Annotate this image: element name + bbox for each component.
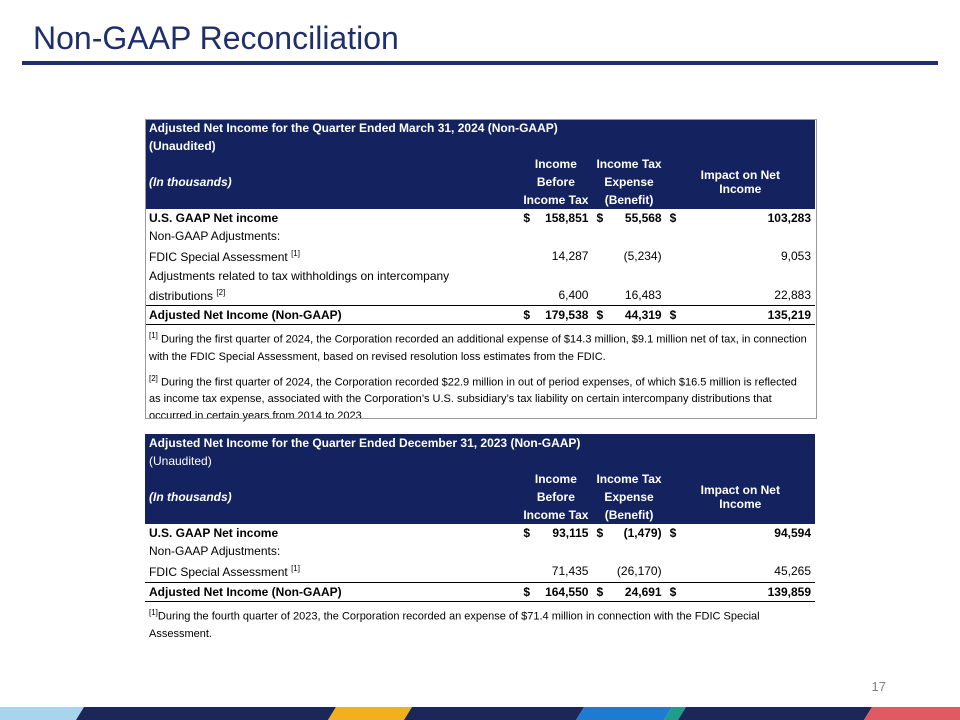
stripe-navy-1 <box>76 707 336 720</box>
value-before-tax: 14,287 <box>551 249 589 263</box>
table-row <box>145 227 815 245</box>
col-header-net-impact-line2: Income <box>719 182 762 196</box>
footnote-marker: [2] <box>149 373 158 383</box>
dollar-sign: $ <box>523 211 531 225</box>
value-net-impact: 139,859 <box>680 583 815 602</box>
col-header-before-tax: Income <box>519 155 592 173</box>
table-row <box>145 524 815 542</box>
footer-stripe <box>0 707 960 720</box>
table-row <box>145 209 815 227</box>
col-header-before-tax: Income <box>519 470 592 488</box>
reconciliation-table-q1-2024 <box>145 119 815 427</box>
footnote-row <box>145 602 815 645</box>
table-heading: Adjusted Net Income for the Quarter Ended March 31, 2024 (Non-GAAP) <box>145 119 815 137</box>
dollar-sign: $ <box>596 526 604 540</box>
stripe-gold <box>328 707 412 720</box>
value-before-tax: 6,400 <box>558 288 589 302</box>
page-number: 17 <box>871 679 886 694</box>
table-row <box>145 560 815 583</box>
row-label: Non-GAAP Adjustments: <box>149 544 281 558</box>
dollar-sign: $ <box>669 526 677 540</box>
table-heading: Adjusted Net Income for the Quarter Ended December 31, 2023 (Non-GAAP) <box>145 434 815 452</box>
table-row <box>145 245 815 267</box>
table-row <box>145 542 815 560</box>
value-tax-expense: 55,568 <box>624 211 662 225</box>
value-before-tax: 71,435 <box>551 564 589 578</box>
footnote-text: During the fourth quarter of 2023, the Corporation recorded an expense of $71.4 million in connection with the FDIC Special Assessment. <box>149 610 760 640</box>
col-header-net-impact <box>666 155 815 209</box>
footnote-ref: [1] <box>291 248 300 258</box>
title-underline <box>22 61 938 65</box>
stripe-blue <box>576 707 672 720</box>
table-row <box>145 285 815 306</box>
col-header-before-tax-line2: Before <box>519 488 592 506</box>
table-row <box>145 267 815 285</box>
dollar-sign: $ <box>592 306 607 325</box>
value-tax-expense: (5,234) <box>623 249 662 263</box>
col-header-tax-expense-line3: (Benefit) <box>592 506 665 524</box>
units-label: (In thousands) <box>145 155 519 209</box>
stripe-light-blue <box>0 707 84 720</box>
col-header-before-tax-line3: Income Tax <box>519 506 592 524</box>
value-tax-expense: 44,319 <box>607 306 665 325</box>
col-header-before-tax-line2: Before <box>519 173 592 191</box>
fdic-label: FDIC Special Assessment <box>149 564 288 579</box>
col-header-before-tax-line3: Income Tax <box>519 191 592 209</box>
footnote-ref: [1] <box>291 563 300 573</box>
dollar-sign: $ <box>519 583 534 602</box>
table-row <box>145 306 815 325</box>
col-header-net-impact-line2: Income <box>719 497 762 511</box>
col-header-net-impact-line1: Impact on Net <box>700 168 780 182</box>
footnote-1 <box>145 602 815 645</box>
value-tax-expense: 24,691 <box>607 583 665 602</box>
col-header-tax-expense-line2: Expense <box>592 488 665 506</box>
row-label <box>145 285 519 306</box>
row-label: U.S. GAAP Net income <box>149 211 279 225</box>
col-header-tax-expense: Income Tax <box>592 470 665 488</box>
row-label: Adjusted Net Income (Non-GAAP) <box>145 306 519 325</box>
value-before-tax: 93,115 <box>552 526 589 540</box>
value-tax-expense: (26,170) <box>616 564 662 578</box>
stripe-navy-2 <box>404 707 584 720</box>
page-title: Non-GAAP Reconciliation <box>33 20 399 56</box>
row-label: U.S. GAAP Net income <box>149 526 279 540</box>
dollar-sign: $ <box>669 211 677 225</box>
footnote-2 <box>145 368 815 428</box>
table-subheading: (Unaudited) <box>145 452 815 470</box>
value-tax-expense: 16,483 <box>624 288 662 302</box>
dollar-sign: $ <box>596 211 604 225</box>
footnote-marker: [1] <box>149 331 158 340</box>
row-label: Adjustments related to tax withholdings on intercompany <box>149 269 450 283</box>
value-net-impact: 103,283 <box>767 211 811 225</box>
dollar-sign: $ <box>666 583 681 602</box>
footnote-row <box>145 368 815 428</box>
value-net-impact: 45,265 <box>774 564 811 578</box>
value-net-impact: 22,883 <box>774 288 811 302</box>
table-subheading: (Unaudited) <box>145 137 815 155</box>
table-row <box>145 583 815 602</box>
dollar-sign: $ <box>523 526 531 540</box>
stripe-navy-3 <box>678 707 872 720</box>
value-net-impact: 94,594 <box>774 526 811 540</box>
row-label: Non-GAAP Adjustments: <box>149 229 281 243</box>
value-before-tax: 158,851 <box>545 211 589 225</box>
col-header-tax-expense-line2: Expense <box>592 173 665 191</box>
row-label: Adjusted Net Income (Non-GAAP) <box>145 583 519 602</box>
dollar-sign: $ <box>592 583 607 602</box>
stripe-red <box>864 707 960 720</box>
value-tax-expense: (1,479) <box>623 526 662 540</box>
col-header-tax-expense-line3: (Benefit) <box>592 191 665 209</box>
dollar-sign: $ <box>666 306 681 325</box>
col-header-net-impact-line1: Impact on Net <box>700 483 780 497</box>
footnote-text: During the first quarter of 2024, the Corporation recorded $22.9 million in out of period expenses, of which $16.5 million is reflected as income tax expense, associated with the Corporation’s U.S. subsidiary’s tax liability on certain intercompany distributions that occurred in certain years from 2014 to 2023. <box>149 376 797 423</box>
row-label <box>145 245 519 267</box>
row-label <box>145 560 519 583</box>
footnote-text: During the first quarter of 2024, the Corporation recorded an additional expense of $14.3 million, $9.1 million net of tax, in connection with the FDIC Special Assessment, based on revised resolution loss estimates from the FDIC. <box>149 333 807 363</box>
value-net-impact: 135,219 <box>680 306 815 325</box>
value-before-tax: 179,538 <box>534 306 592 325</box>
dollar-sign: $ <box>519 306 534 325</box>
tax-label: distributions <box>149 288 214 303</box>
value-net-impact: 9,053 <box>780 249 811 263</box>
reconciliation-table-q4-2023 <box>145 434 815 645</box>
footnote-marker: [1] <box>149 608 158 617</box>
fdic-label: FDIC Special Assessment <box>149 249 288 264</box>
footnote-ref: [2] <box>216 287 226 297</box>
value-before-tax: 164,550 <box>534 583 592 602</box>
footnote-1 <box>145 325 815 368</box>
col-header-tax-expense: Income Tax <box>592 155 665 173</box>
col-header-net-impact <box>666 470 815 524</box>
footnote-row <box>145 325 815 368</box>
units-label: (In thousands) <box>145 470 519 524</box>
